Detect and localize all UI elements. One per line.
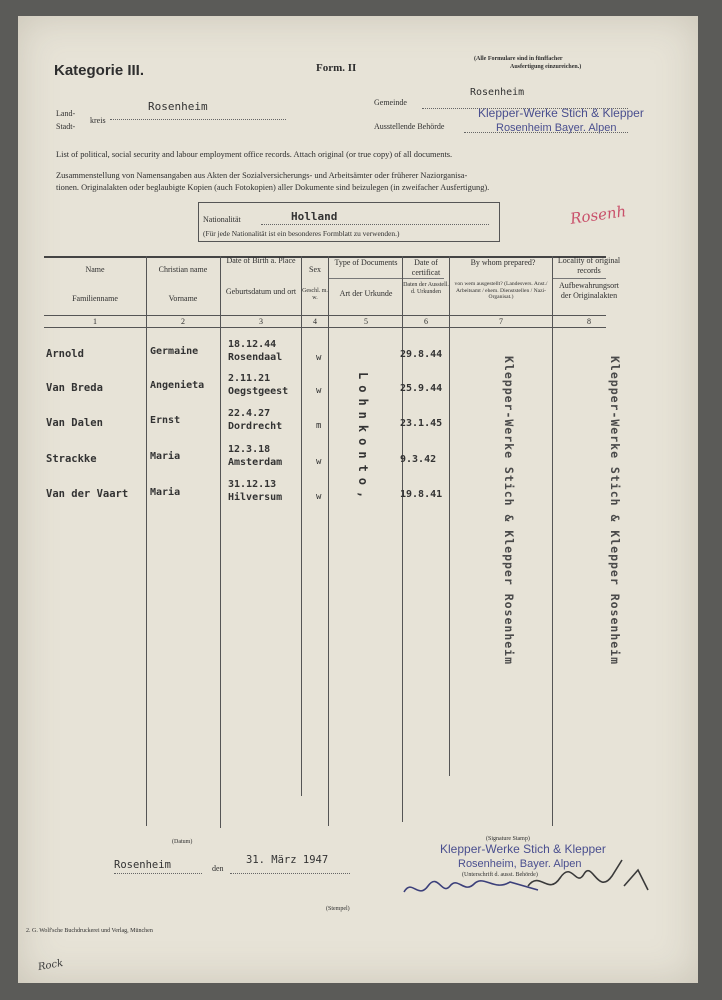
- row-birth-date: 12.3.18: [228, 444, 271, 455]
- nationality-label: Nationalität: [203, 215, 241, 224]
- unterschrift-label: (Unterschrift d. ausst. Behörde): [462, 872, 538, 878]
- row-name: Strackke: [46, 453, 97, 465]
- col5-num: 5: [364, 317, 368, 326]
- row-birth-place: Rosendaal: [228, 352, 283, 363]
- copies-note-line2: Ausfertigung einzureichen.): [510, 64, 582, 70]
- subheader-line-a: [328, 278, 444, 279]
- col2-de: Vorname: [168, 294, 198, 303]
- col-divider-5: [402, 256, 403, 822]
- row-cert-date: 23.1.45: [400, 418, 443, 429]
- signature-stamp-line1: Klepper-Werke Stich & Klepper: [440, 842, 606, 856]
- col4-de: Geschl. m. w.: [302, 288, 328, 301]
- row-birth-date: 2.11.21: [228, 373, 271, 384]
- gemeinde-value: Rosenheim: [470, 87, 525, 98]
- landkreis-value: Rosenheim: [148, 100, 208, 113]
- behoerde-label: Ausstellende Behörde: [374, 122, 445, 131]
- behoerde-stamp-line1: Klepper-Werke Stich & Klepper: [478, 106, 644, 120]
- row-birth-place: Dordrecht: [228, 421, 283, 432]
- locality-vertical: Klepper-Werke Stich & Klepper Rosenheim: [608, 356, 622, 666]
- row-cert-date: 9.3.42: [400, 454, 437, 465]
- footer-date-line: [230, 873, 350, 874]
- row-cert-date: 29.8.44: [400, 349, 443, 360]
- row-first-name: Angenieta: [150, 380, 205, 391]
- nationality-note: (Für jede Nationalität ist ein besonderes Formblatt zu verwenden.): [203, 229, 400, 238]
- col-divider-3: [301, 256, 302, 796]
- instructions-english: List of political, social security and labour employment office records. Attach original (or true copy) of all documents.: [56, 150, 453, 159]
- signature-stamp-label: (Signature Stamp): [486, 836, 530, 842]
- printer-note: 2. G. Wolf'sche Buchdruckerei und Verlag, München: [26, 928, 153, 934]
- datum-label: (Datum): [172, 839, 193, 845]
- row-first-name: Maria: [150, 487, 181, 498]
- footer-date: 31. März 1947: [246, 854, 329, 866]
- col7-num: 7: [499, 317, 503, 326]
- col-divider-4: [328, 256, 329, 826]
- handwritten-signatures: [398, 856, 658, 906]
- behoerde-stamp-line2: Rosenheim Bayer. Alpen: [496, 122, 617, 134]
- col-divider-6: [449, 256, 450, 776]
- row-birth-place: Oegstgeest: [228, 386, 289, 397]
- row-sex: m: [316, 421, 322, 431]
- handwritten-annotation: Rosenh: [569, 202, 628, 228]
- row-birth-date: 31.12.13: [228, 479, 277, 490]
- kategorie-title: Kategorie III.: [54, 62, 145, 79]
- table-number-divider: [44, 327, 606, 328]
- row-name: Arnold: [46, 348, 84, 360]
- stempel-label: (Stempel): [326, 906, 350, 912]
- signature-stamp-line2: Rosenheim, Bayer. Alpen: [458, 858, 582, 870]
- row-name: Van der Vaart: [46, 488, 129, 500]
- instructions-german-1: Zusammenstellung von Namensangaben aus Akten der Sozialversicherungs- und Arbeitsämter oder früherer Naziorganisa-: [56, 171, 468, 180]
- copies-note-line1: (Alle Formulare sind in fünffacher: [474, 56, 563, 62]
- row-first-name: Maria: [150, 451, 181, 462]
- col6-en: Date of certificat: [411, 258, 441, 277]
- col2-num: 2: [181, 317, 185, 326]
- table-header-divider: [44, 315, 606, 316]
- row-first-name: Ernst: [150, 415, 181, 426]
- col8-de: Aufbewahrungsort der Originalakten: [559, 281, 619, 300]
- col1-en: Name: [85, 265, 105, 274]
- row-cert-date: 19.8.41: [400, 489, 443, 500]
- behoerde-line: [464, 132, 628, 133]
- col1-num: 1: [93, 317, 97, 326]
- col6-de: Daten der Ausstell. d. Urkunden: [403, 282, 449, 295]
- label-stadt: Stadt-: [56, 122, 76, 131]
- col8-num: 8: [587, 317, 591, 326]
- footer-place: Rosenheim: [114, 859, 171, 871]
- row-sex: w: [316, 353, 322, 363]
- col7-de: von wem ausgestellt? (Landesvers. Anst./ Arbeitsamt / ehem. Dienststellen / Nazi-Organisat.): [454, 281, 548, 300]
- col-divider-2: [220, 256, 221, 828]
- col4-num: 4: [313, 317, 317, 326]
- row-sex: w: [316, 492, 322, 502]
- row-birth-date: 22.4.27: [228, 408, 271, 419]
- label-land: Land-: [56, 109, 76, 118]
- footer-den: den: [212, 864, 224, 873]
- col1-de: Familienname: [72, 294, 118, 303]
- footer-place-line: [114, 873, 202, 874]
- landkreis-line: [110, 119, 286, 120]
- form-number: Form. II: [316, 62, 357, 74]
- col5-de: Art der Urkunde: [339, 289, 393, 298]
- row-birth-place: Amsterdam: [228, 457, 283, 468]
- corner-handwritten-mark: Rock: [37, 957, 64, 974]
- col2-en: Christian name: [158, 265, 208, 274]
- row-birth-date: 18.12.44: [228, 339, 277, 350]
- col4-en: Sex: [309, 265, 321, 274]
- col8-en: Locality of original records: [557, 256, 621, 275]
- gemeinde-label: Gemeinde: [374, 98, 407, 107]
- row-name: Van Breda: [46, 382, 103, 394]
- col3-de: Geburtsdatum und ort: [225, 287, 297, 296]
- nationality-line: [261, 224, 489, 225]
- col3-num: 3: [259, 317, 263, 326]
- row-birth-place: Hilversum: [228, 492, 283, 503]
- nationality-value: Holland: [291, 210, 338, 223]
- nationality-box: [198, 202, 500, 242]
- col-divider-1: [146, 256, 147, 826]
- row-sex: w: [316, 457, 322, 467]
- instructions-german-2: tionen. Originalakten oder beglaubigte Kopien (auch Fotokopien) aller Dokumente sind beizulegen (in zweifacher Ausfertigung).: [56, 183, 490, 192]
- prepared-by-vertical: Klepper-Werke Stich & Klepper Rosenheim: [502, 356, 516, 666]
- col-divider-7: [552, 256, 553, 826]
- label-kreis: kreis: [90, 116, 106, 125]
- document-type-vertical: Lohnkonto,: [356, 372, 370, 505]
- col3-en: Date of Birth a. Place: [226, 256, 296, 265]
- col7-en: By whom prepared?: [470, 258, 536, 267]
- row-cert-date: 25.9.44: [400, 383, 443, 394]
- row-first-name: Germaine: [150, 346, 199, 357]
- col5-en: Type of Documents: [334, 258, 398, 267]
- document-page: [18, 16, 698, 983]
- row-sex: w: [316, 386, 322, 396]
- row-name: Van Dalen: [46, 417, 103, 429]
- subheader-line-b: [552, 278, 606, 279]
- col6-num: 6: [424, 317, 428, 326]
